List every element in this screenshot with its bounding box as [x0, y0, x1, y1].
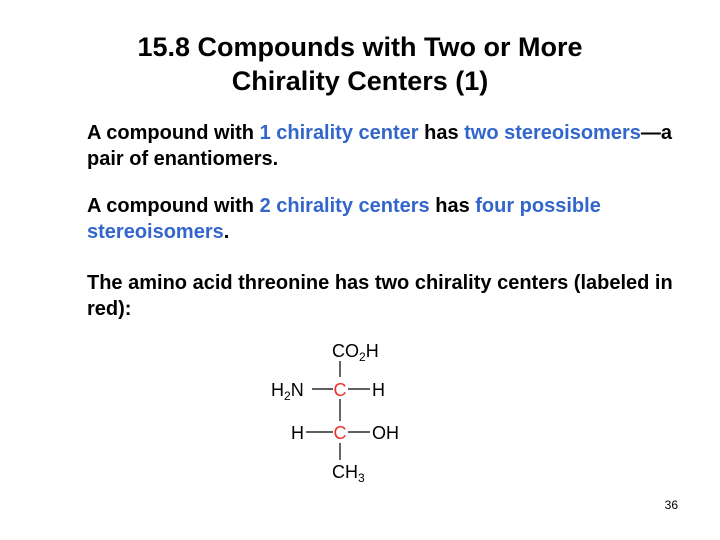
chirality-center-1: C — [333, 380, 347, 400]
amino-group-label: $H_2N$ — [271, 380, 304, 403]
slide-number: 36 — [664, 498, 678, 512]
paragraph-threonine: The amino acid threonine has two chirality centers (labeled in red): — [87, 272, 673, 320]
para1-highlight-chirality: 1 chirality center — [259, 122, 419, 144]
para1-text-1: A compound with — [87, 122, 260, 144]
hydrogen-right-1: H — [372, 380, 385, 400]
para2-text-3: . — [223, 221, 230, 243]
title-line-2: Chirality Centers (1) — [231, 66, 489, 96]
hydroxyl-group-label: OH — [372, 423, 399, 443]
para2-text-1: A compound with — [87, 195, 260, 217]
title-line-1: 15.8 Compounds with Two or More — [137, 32, 583, 62]
para1-highlight-stereoisomers: two stereoisomers — [464, 122, 641, 144]
carboxyl-group-label: $CO_2H$ — [332, 341, 379, 364]
para2-text-2: has — [429, 195, 476, 217]
para1-text-3: —a pair of enantiomers. — [87, 122, 672, 170]
methyl-group-label: $CH_3$ — [332, 462, 365, 485]
para2-highlight-stereoisomers: four possible stereoisomers — [87, 195, 601, 243]
hydrogen-left-2: H — [291, 423, 304, 443]
para2-highlight-chirality: 2 chirality centers — [259, 195, 430, 217]
para1-text-2: has — [418, 122, 465, 144]
chirality-center-2: C — [333, 423, 347, 443]
